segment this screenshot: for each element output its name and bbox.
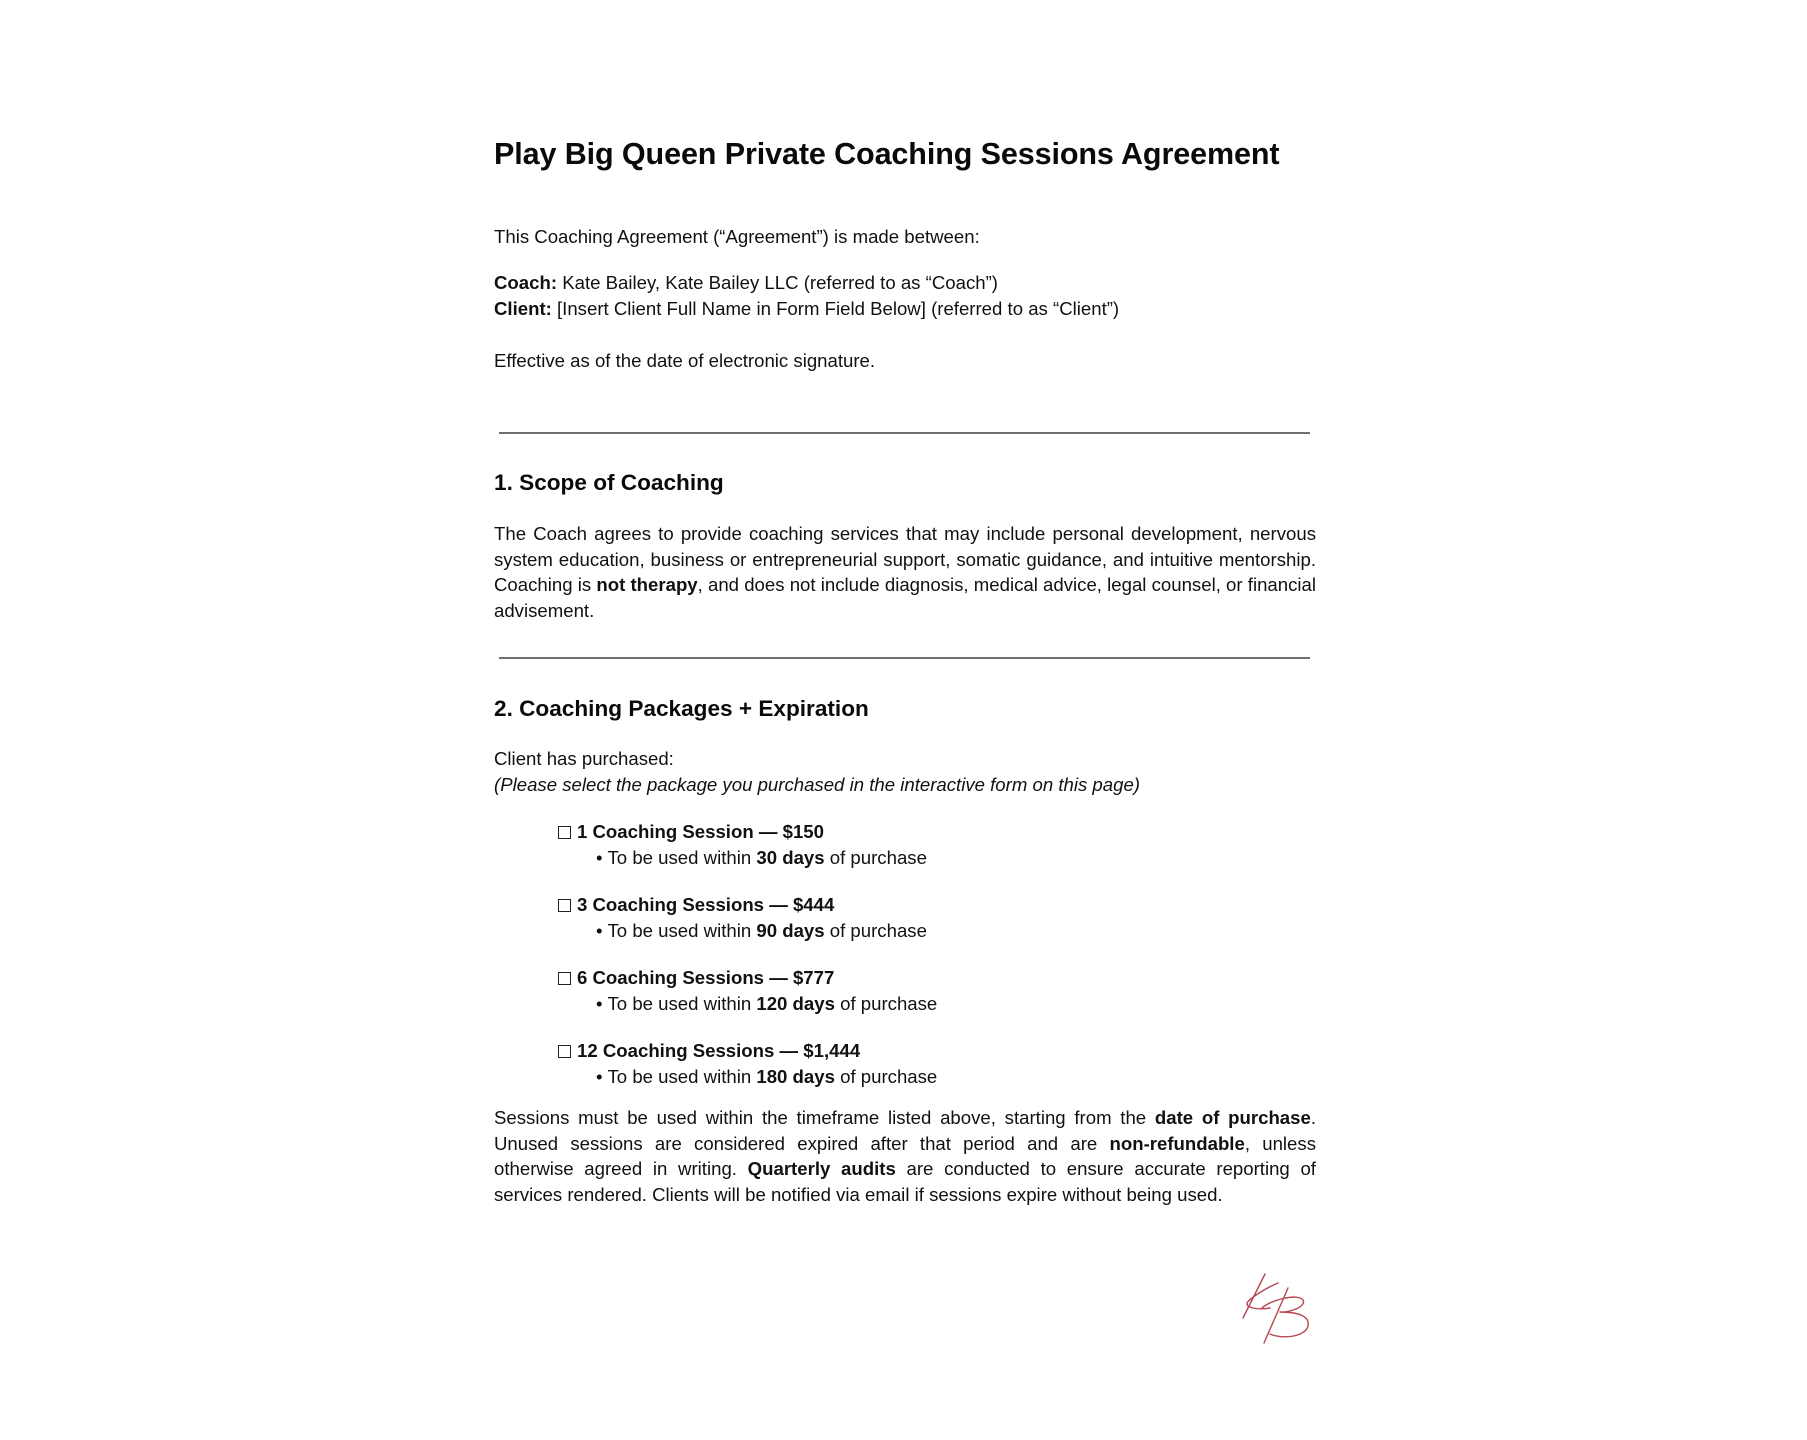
expiration-terms-paragraph xyxy=(494,1105,1316,1207)
section-heading-scope: 1. Scope of Coaching xyxy=(494,470,724,495)
section-divider xyxy=(499,657,1310,659)
section-divider xyxy=(499,432,1310,434)
coach-label: Coach: xyxy=(494,272,558,293)
detail-text: To be used within xyxy=(607,919,757,941)
document-title: Play Big Queen Private Coaching Sessions Agreement xyxy=(494,137,1280,171)
terms-text: . Unused sessions are considered expired after that period and are xyxy=(494,1107,1316,1154)
bullet-icon: • xyxy=(596,1065,603,1087)
detail-text: To be used within xyxy=(607,846,757,868)
package-instruction: (Please select the package you purchased in the interactive form on this page) xyxy=(494,773,1140,795)
terms-text: , unless otherwise agreed in writing. xyxy=(494,1132,1316,1179)
package-label: 12 Coaching Sessions — $1,444 xyxy=(577,1040,861,1061)
package-detail xyxy=(558,991,937,1017)
detail-text: of purchase xyxy=(824,919,927,941)
client-line xyxy=(494,296,1119,322)
purchased-label: Client has purchased: xyxy=(494,748,674,769)
client-value: [Insert Client Full Name in Form Field Below] (referred to as “Client”) xyxy=(551,297,1120,319)
detail-text: of purchase xyxy=(834,992,938,1014)
package-label: 1 Coaching Session — $150 xyxy=(577,821,824,842)
package-option[interactable] xyxy=(558,965,937,1016)
signature-stroke-k-arms xyxy=(1247,1283,1278,1309)
scope-text-2: , and does not include diagnosis, medical advice, legal counsel, or financial advisement. xyxy=(494,574,1316,621)
bullet-icon: • xyxy=(596,992,603,1014)
kb-signature-initials xyxy=(1240,1268,1316,1348)
package-option[interactable] xyxy=(558,1038,937,1089)
detail-text: of purchase xyxy=(824,846,927,868)
package-detail xyxy=(558,918,927,944)
signature-stroke-b-stem xyxy=(1264,1288,1288,1343)
scope-text-bold: not therapy xyxy=(596,574,698,595)
terms-text: are conducted to ensure accurate reporting of services rendered. Clients will be notified via email if sessions expire without being used. xyxy=(494,1158,1316,1205)
detail-text: To be used within xyxy=(607,1065,757,1087)
terms-bold: non-refundable xyxy=(1109,1132,1245,1154)
client-label: Client: xyxy=(494,297,552,319)
package-option[interactable] xyxy=(558,819,927,870)
scope-text-1: The Coach agrees to provide coaching services that may include personal development, nervous system education, business or entrepreneurial support, somatic guidance, and intuitive mentorship. Coaching is xyxy=(494,523,1316,595)
package-label: 6 Coaching Sessions — $777 xyxy=(577,967,835,988)
detail-text: To be used within xyxy=(607,992,757,1014)
package-option[interactable] xyxy=(558,892,927,943)
package-checkbox[interactable] xyxy=(558,826,571,839)
coach-value: Kate Bailey, Kate Bailey LLC (referred to as “Coach”) xyxy=(557,272,998,293)
package-checkbox[interactable] xyxy=(558,1045,571,1058)
package-detail xyxy=(558,845,927,871)
section-heading-packages: 2. Coaching Packages + Expiration xyxy=(494,696,869,721)
effective-date-text: Effective as of the date of electronic signature. xyxy=(494,350,876,371)
detail-days: 30 days xyxy=(756,846,825,868)
detail-days: 120 days xyxy=(756,992,835,1014)
terms-bold: Quarterly audits xyxy=(747,1158,896,1179)
detail-text: of purchase xyxy=(834,1065,938,1087)
bullet-icon: • xyxy=(596,846,603,868)
scope-paragraph xyxy=(494,521,1316,623)
detail-days: 90 days xyxy=(756,919,825,941)
bullet-icon: • xyxy=(596,919,603,941)
terms-text: Sessions must be used within the timeframe listed above, starting from the xyxy=(494,1107,1155,1128)
terms-bold: date of purchase xyxy=(1154,1107,1311,1128)
intro-text: This Coaching Agreement (“Agreement”) is made between: xyxy=(494,226,980,247)
coach-line xyxy=(494,270,998,296)
detail-days: 180 days xyxy=(756,1065,835,1087)
package-checkbox[interactable] xyxy=(558,972,571,985)
package-label: 3 Coaching Sessions — $444 xyxy=(577,894,835,915)
package-checkbox[interactable] xyxy=(558,899,571,912)
package-detail xyxy=(558,1064,937,1090)
